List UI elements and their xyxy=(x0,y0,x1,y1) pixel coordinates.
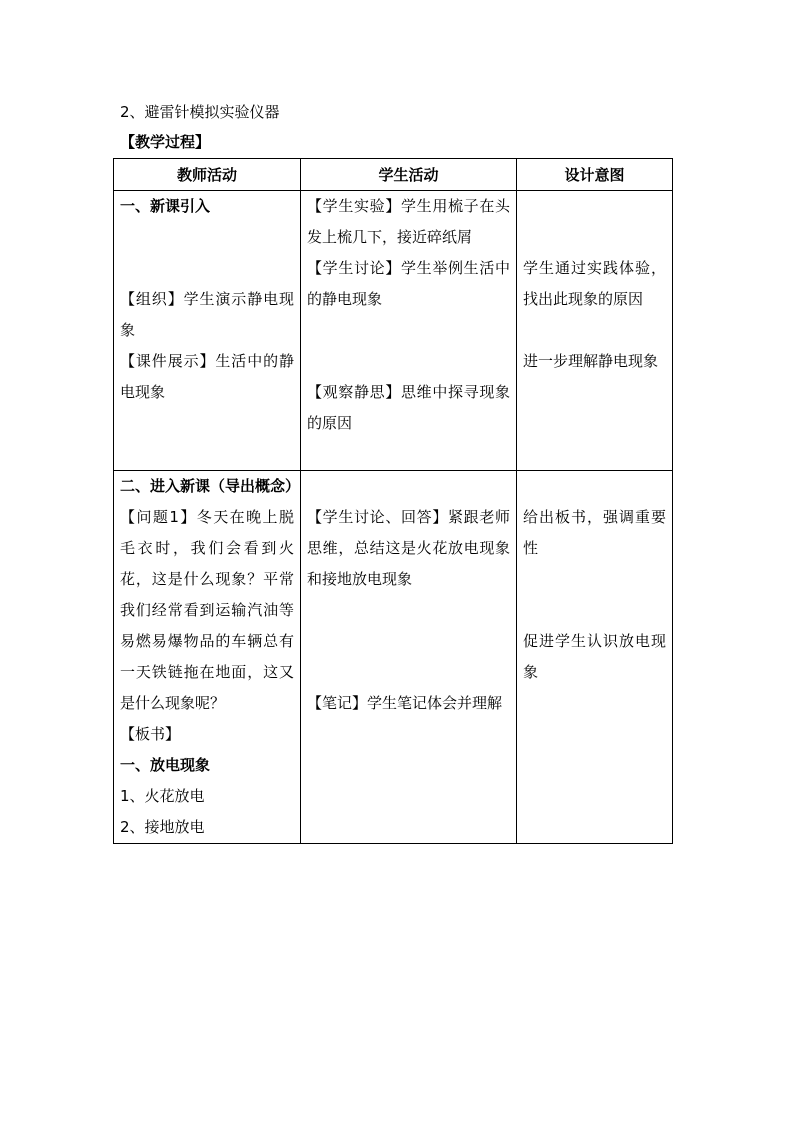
row2-student-item2: 【笔记】学生笔记体会并理解 xyxy=(307,694,503,712)
row1-teacher-item1: 【组织】学生演示静电现象 xyxy=(120,290,294,339)
row1-design-item1: 学生通过实践体验，找出此现象的原因 xyxy=(523,259,666,308)
row2-teacher-question: 【问题1】冬天在晚上脱毛衣时，我们会看到火花，这是什么现象？平常我们经常看到运输汽油等易燃易爆物品的车辆总有一天铁链拖在地面，这又是什么现象呢？ xyxy=(120,508,294,712)
header-teacher-activity: 教师活动 xyxy=(114,159,301,191)
row2-board-item2: 2、接地放电 xyxy=(120,818,205,836)
row2-design-cell xyxy=(517,471,673,844)
row1-teacher-cell xyxy=(114,191,301,471)
header-student-activity: 学生活动 xyxy=(301,159,517,191)
equipment-line: 2、避雷针模拟实验仪器 xyxy=(120,103,280,121)
table-row xyxy=(114,471,673,844)
row1-student-item1: 【学生实验】学生用梳子在头发上梳几下，接近碎纸屑 xyxy=(307,197,510,246)
teaching-process-table xyxy=(113,158,673,844)
row1-teacher-title: 一、新课引入 xyxy=(120,197,211,215)
row2-board-title: 一、放电现象 xyxy=(120,756,211,774)
row1-student-item2: 【学生讨论】学生举例生活中的静电现象 xyxy=(307,259,510,308)
row2-student-item1: 【学生讨论、回答】紧跟老师思维，总结这是火花放电现象和接地放电现象 xyxy=(307,508,510,588)
header-design-intent: 设计意图 xyxy=(517,159,673,191)
table-row xyxy=(114,191,673,471)
section-heading: 【教学过程】 xyxy=(120,133,211,151)
row2-design-item1: 给出板书，强调重要性 xyxy=(523,508,666,557)
row2-board-label: 【板书】 xyxy=(120,725,181,743)
row1-student-item3: 【观察静思】思维中探寻现象的原因 xyxy=(307,383,510,432)
row1-design-cell xyxy=(517,191,673,471)
row2-teacher-title: 二、进入新课（导出概念） xyxy=(120,477,301,495)
row2-design-item2: 促进学生认识放电现象 xyxy=(523,632,666,681)
row2-teacher-cell xyxy=(114,471,301,844)
row1-teacher-item2: 【课件展示】生活中的静电现象 xyxy=(120,352,294,401)
row2-board-item1: 1、火花放电 xyxy=(120,787,205,805)
table-header-row xyxy=(114,159,673,191)
row1-design-item2: 进一步理解静电现象 xyxy=(523,352,659,370)
row2-student-cell xyxy=(301,471,517,844)
row1-student-cell xyxy=(301,191,517,471)
